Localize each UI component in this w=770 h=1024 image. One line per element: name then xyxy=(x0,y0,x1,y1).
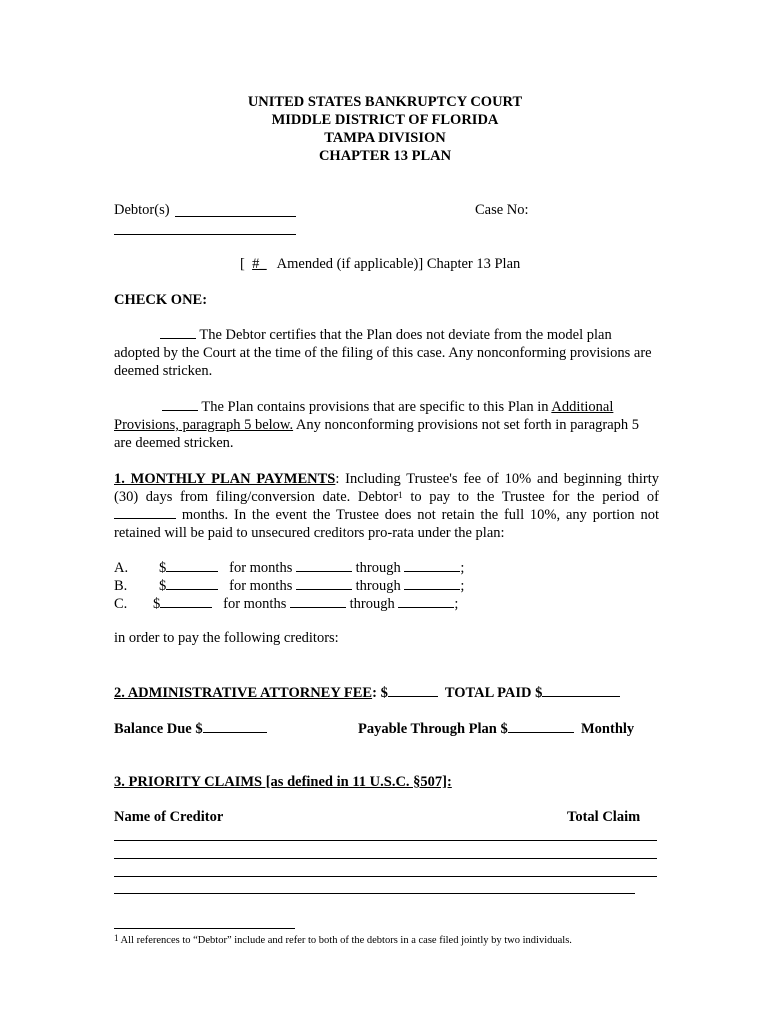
through-label: through xyxy=(349,596,395,612)
balance-due-line xyxy=(114,720,267,738)
creditor-line-4[interactable] xyxy=(114,893,635,894)
amended-number-field[interactable]: #_ xyxy=(252,256,267,272)
months-to-field[interactable] xyxy=(398,595,454,608)
additional-provisions-link[interactable]: Additional Provisions, paragraph 5 below. xyxy=(114,399,614,433)
amended-line xyxy=(240,256,520,273)
district-name: MIDDLE DISTRICT OF FLORIDA xyxy=(271,112,499,128)
payment-amount-field[interactable] xyxy=(166,577,218,590)
case-no-label: Case No: xyxy=(475,202,529,218)
balance-due-label: Balance Due $ xyxy=(114,721,203,737)
semicolon: ; xyxy=(460,578,465,594)
months-to-field[interactable] xyxy=(404,559,460,572)
in-order-text: in order to pay the following creditors: xyxy=(114,630,339,646)
payment-amount-field[interactable] xyxy=(166,559,218,572)
semicolon: ; xyxy=(454,596,459,612)
footnote-number: 1 xyxy=(114,933,119,943)
footnote-ref: 1 xyxy=(398,490,403,500)
payment-letter: B. xyxy=(114,578,128,594)
period-months-field[interactable] xyxy=(114,506,176,519)
payment-amount-field[interactable] xyxy=(160,595,212,608)
court-name: UNITED STATES BANKRUPTCY COURT xyxy=(247,94,523,110)
payment-row-a xyxy=(114,559,464,577)
amended-bracket: [ xyxy=(240,256,245,272)
debtor-field-line-1[interactable] xyxy=(175,216,296,217)
for-months-label: for months xyxy=(229,578,293,594)
footnote-separator xyxy=(114,928,295,929)
section1-paragraph xyxy=(114,470,659,542)
payment-letter: C. xyxy=(114,596,128,612)
dollar-sign: $ xyxy=(159,578,167,594)
option-specific-provisions xyxy=(114,398,659,452)
footnote xyxy=(114,935,572,946)
debtor-field-line-2[interactable] xyxy=(114,234,296,235)
creditor-line-1[interactable] xyxy=(114,840,657,841)
balance-due-field[interactable] xyxy=(203,720,267,733)
debtor-label: Debtor(s) xyxy=(114,202,170,218)
payment-row-c xyxy=(114,595,458,613)
through-label: through xyxy=(355,578,401,594)
payable-field[interactable] xyxy=(508,720,574,733)
months-from-field[interactable] xyxy=(296,577,352,590)
payable-label: Payable Through Plan $ xyxy=(358,721,508,737)
monthly-label: Monthly xyxy=(581,721,635,737)
dollar-sign: $ xyxy=(159,560,167,576)
section2-heading: 2. ADMINISTRATIVE ATTORNEY FEE xyxy=(114,685,373,701)
total-paid-field[interactable] xyxy=(542,684,620,697)
semicolon: ; xyxy=(460,560,465,576)
section3-heading: 3. PRIORITY CLAIMS [as defined in 11 U.S.C. §507]: xyxy=(114,774,452,790)
division-name: TAMPA DIVISION xyxy=(324,130,446,146)
option-no-deviation xyxy=(114,326,659,380)
col-creditor-header: Name of Creditor xyxy=(114,809,224,825)
months-to-field[interactable] xyxy=(404,577,460,590)
amended-text: Amended (if applicable)] Chapter 13 Plan xyxy=(276,256,521,272)
option1-text: The Debtor certifies that the Plan does not deviate from the model plan adopted by the Court at the time of the filing of this case. Any nonconforming provisions are deemed stricken. xyxy=(114,327,652,379)
footnote-text: All references to “Debtor” include and refer to both of the debtors in a case filed jointly by two individuals. xyxy=(120,935,572,946)
option2-suffix: Any nonconforming provisions not set forth in paragraph 5 are deemed stricken. xyxy=(114,417,640,451)
option2-check-blank[interactable] xyxy=(162,398,198,411)
through-label: through xyxy=(355,560,401,576)
attorney-fee-label: : $ xyxy=(372,685,388,701)
attorney-fee-field[interactable] xyxy=(388,684,438,697)
section1-text-b: to pay to the Trustee for the period of xyxy=(410,489,659,505)
creditor-line-3[interactable] xyxy=(114,876,657,877)
months-from-field[interactable] xyxy=(296,559,352,572)
for-months-label: for months xyxy=(223,596,287,612)
section1-text-c: months. In the event the Trustee does not retain the full 10%, any portion not retained will be paid to unsecured creditors pro-rata under the plan: xyxy=(114,507,659,541)
creditor-line-2[interactable] xyxy=(114,858,657,859)
section1-text-a: : Including Trustee's fee of 10% and beginning thirty (30) days from filing/conversion date. Debtor xyxy=(114,471,659,505)
col-total-claim-header: Total Claim xyxy=(567,809,641,825)
dollar-sign: $ xyxy=(153,596,161,612)
plan-title: CHAPTER 13 PLAN xyxy=(318,148,452,164)
months-from-field[interactable] xyxy=(290,595,346,608)
option2-prefix: The Plan contains provisions that are specific to this Plan in xyxy=(201,399,549,415)
for-months-label: for months xyxy=(229,560,293,576)
payment-letter: A. xyxy=(114,560,129,576)
total-paid-label: TOTAL PAID $ xyxy=(444,685,543,701)
check-one-heading: CHECK ONE: xyxy=(114,292,208,308)
payment-row-b xyxy=(114,577,464,595)
section2-line xyxy=(114,684,620,702)
option1-check-blank[interactable] xyxy=(160,326,196,339)
payable-line xyxy=(358,720,634,738)
section1-heading: 1. MONTHLY PLAN PAYMENTS xyxy=(114,471,336,487)
